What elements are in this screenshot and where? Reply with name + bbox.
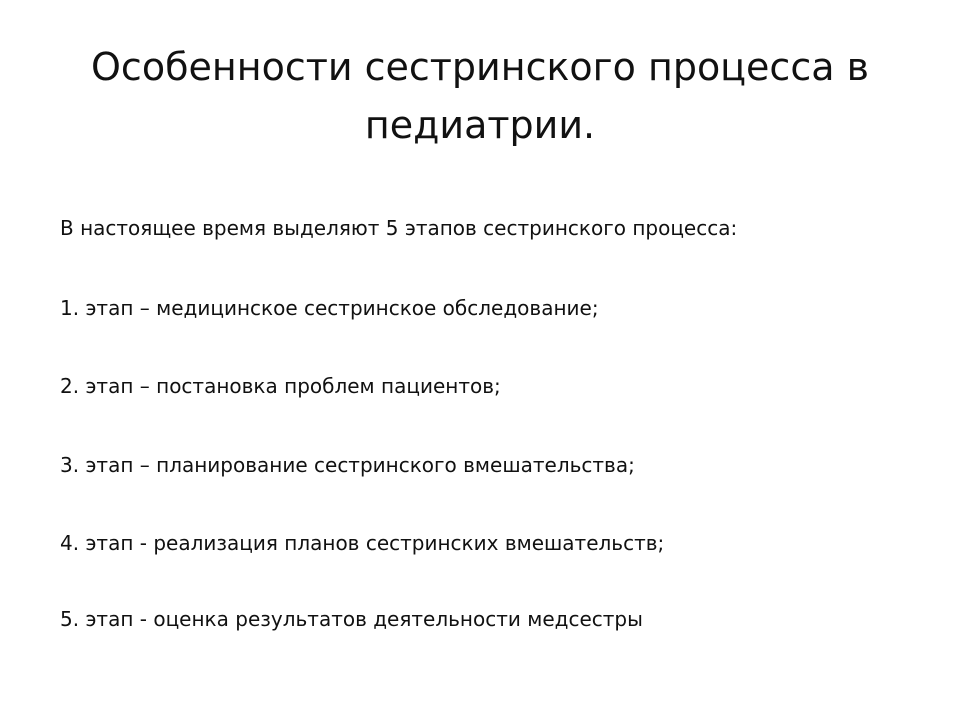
intro-text: В настоящее время выделяют 5 этапов сестринского процесса: — [60, 216, 738, 240]
stage-item-3: 3. этап – планирование сестринского вмешательства; — [60, 453, 635, 477]
stage-item-5: 5. этап - оценка результатов деятельности медсестры — [60, 607, 643, 631]
title-line-2: педиатрии. — [364, 103, 596, 147]
title-line-1: Особенности сестринского процесса в — [91, 45, 869, 89]
stage-item-4: 4. этап - реализация планов сестринских вмешательств; — [60, 531, 665, 555]
stage-item-1: 1. этап – медицинское сестринское обследование; — [60, 296, 599, 320]
stage-item-2: 2. этап – постановка проблем пациентов; — [60, 374, 501, 398]
slide-title — [60, 38, 900, 154]
